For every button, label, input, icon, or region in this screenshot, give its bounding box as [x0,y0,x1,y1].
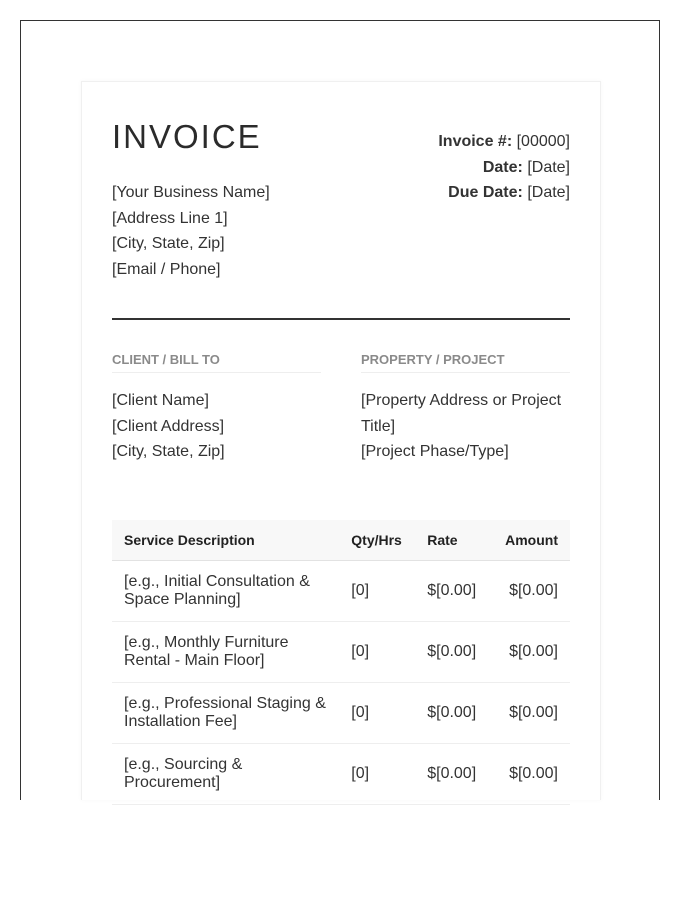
client-heading: CLIENT / BILL TO [112,352,321,373]
table-header-row [112,520,570,561]
table-row [112,683,570,744]
client-info [112,388,322,465]
row-description: [e.g., Professional Staging & Installation Fee] [112,683,339,744]
table-row [112,744,570,805]
invoice-date-row [438,155,570,181]
header-amount: Amount [493,520,570,561]
header-description: Service Description [112,520,339,561]
row-qty: [0] [339,744,415,805]
row-rate: $[0.00] [415,683,493,744]
property-heading: PROPERTY / PROJECT [361,352,570,373]
invoice-number-value: [00000] [516,133,570,150]
property-info [361,388,571,465]
invoice-date-value: [Date] [527,158,570,176]
row-description: [e.g., Sourcing & Procurement] [112,744,339,805]
invoice-meta [438,129,570,206]
invoice-number-row [438,129,570,155]
business-city: [City, State, Zip] [112,235,225,252]
row-amount: $[0.00] [493,561,570,622]
row-rate: $[0.00] [415,622,493,683]
row-amount: $[0.00] [493,744,570,805]
business-contact: [Email / Phone] [112,260,221,278]
client-name: [Client Name] [112,392,209,409]
due-date-value: [Date] [527,184,570,201]
property-address: [Property Address or Project Title] [361,392,562,435]
business-name: [Your Business Name] [112,184,270,201]
invoice-sheet [81,81,601,800]
row-rate: $[0.00] [415,561,493,622]
row-description: [e.g., Monthly Furniture Rental - Main Floor] [112,622,339,683]
row-rate: $[0.00] [415,744,493,805]
business-address: [Address Line 1] [112,209,228,227]
row-qty: [0] [339,622,415,683]
row-amount: $[0.00] [493,683,570,744]
header-qty: Qty/Hrs [339,520,415,561]
header-rate: Rate [415,520,493,561]
table-row [112,622,570,683]
business-info [112,180,270,282]
services-table [112,520,570,805]
table-row [112,561,570,622]
row-description: [e.g., Initial Consultation & Space Planning] [112,561,339,622]
row-amount: $[0.00] [493,622,570,683]
project-phase: [Project Phase/Type] [361,443,509,460]
row-qty: [0] [339,683,415,744]
row-qty: [0] [339,561,415,622]
due-date-row [438,180,570,206]
client-city: [City, State, Zip] [112,443,225,460]
client-address: [Client Address] [112,417,225,435]
invoice-title: INVOICE [112,118,262,155]
due-date-label: Due Date: [448,184,523,201]
invoice-date-label: Date: [482,158,523,176]
invoice-number-label: Invoice #: [438,133,513,150]
header-divider [112,318,570,320]
